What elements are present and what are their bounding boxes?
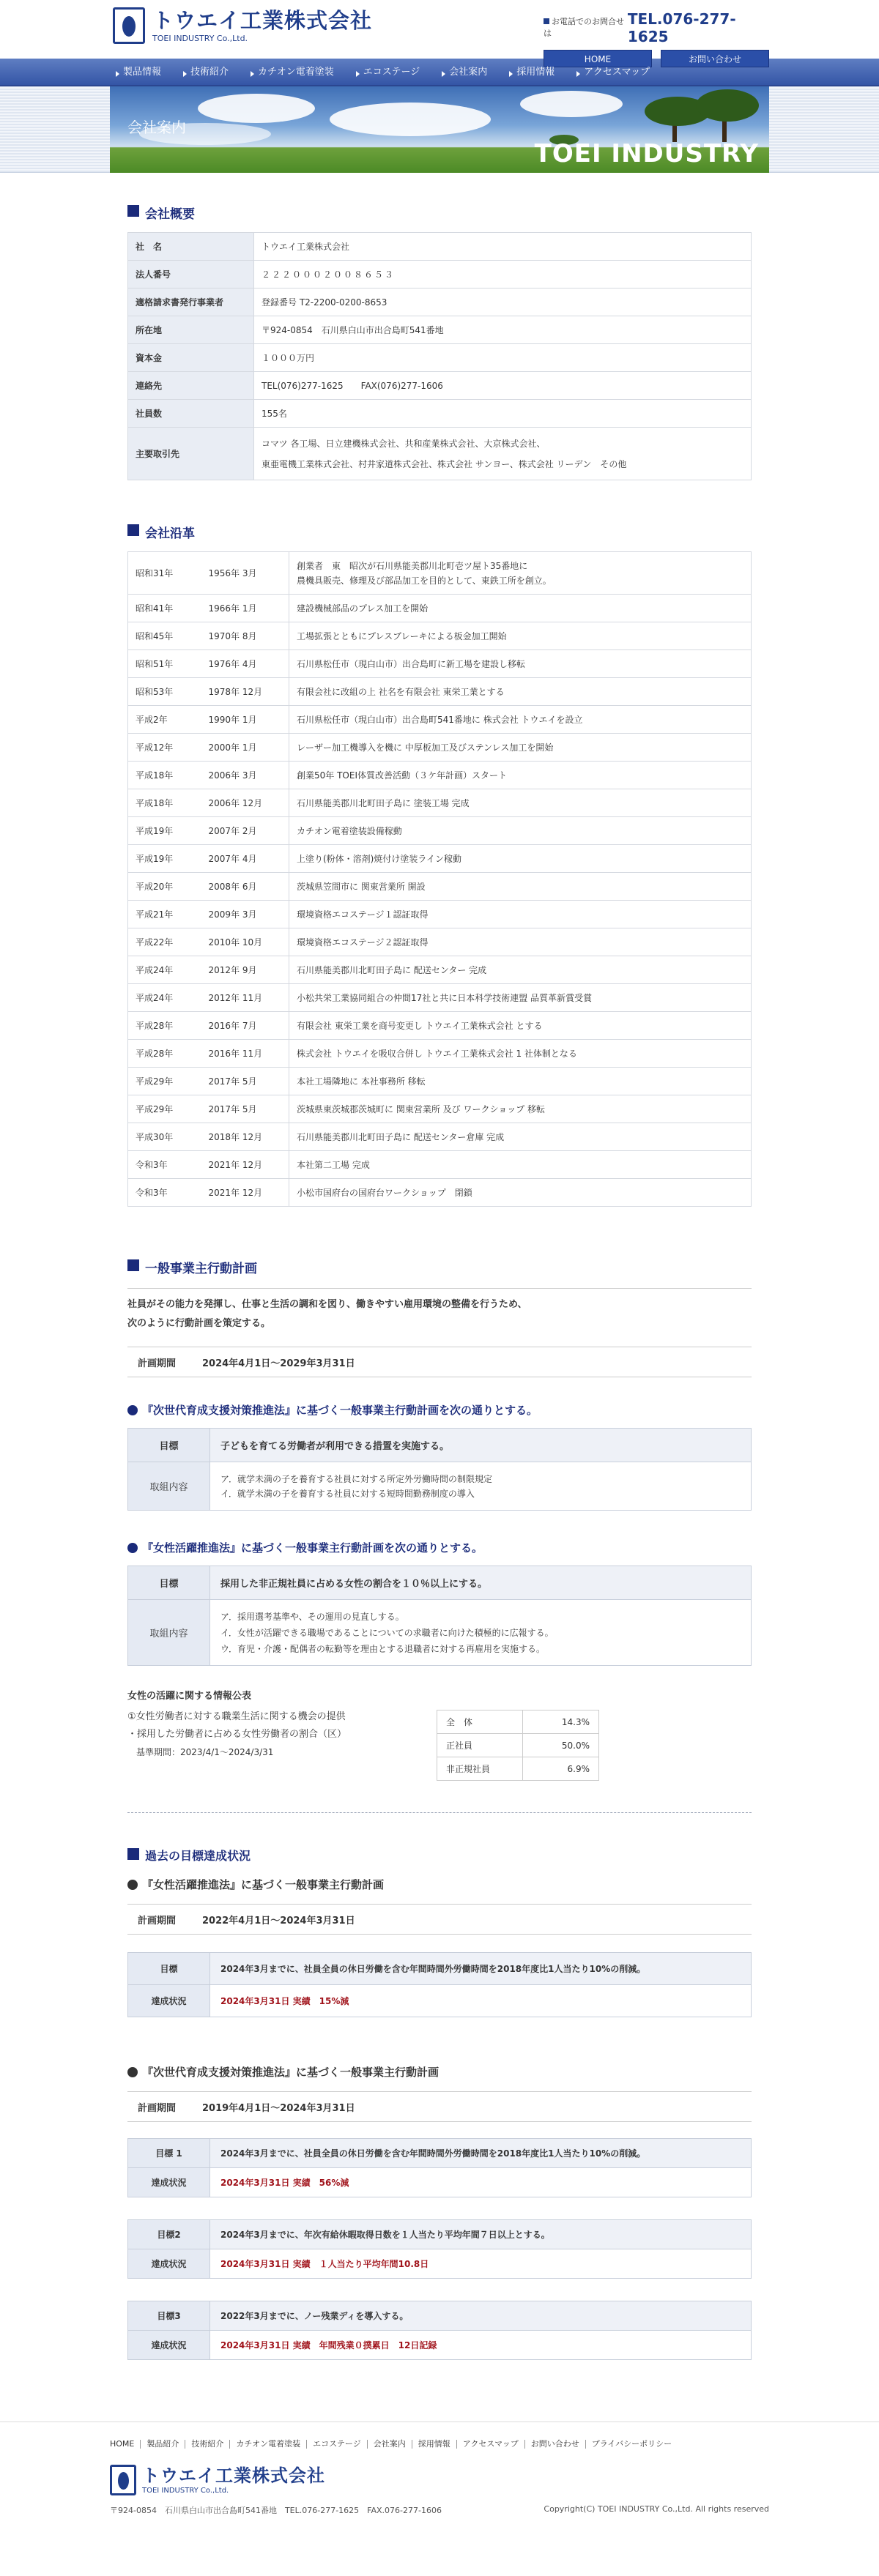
plan2-table [127,1566,752,1666]
history-era: 昭和51年 [128,650,201,678]
table-row [128,1123,752,1151]
history-year: 2017年 5月 [201,1095,289,1123]
history-event: 石川県松任市（現白山市）出合島町541番地に 株式会社 トウエイを設立 [289,706,752,734]
history-era: 昭和53年 [128,678,201,706]
footer-link[interactable]: 技術紹介 [185,2440,229,2449]
history-year: 2021年 12月 [201,1151,289,1179]
footer-logo[interactable] [110,2465,769,2495]
table-row [128,984,752,1012]
history-year: 2009年 3月 [201,901,289,928]
goal-label: 目標 [128,1953,210,1985]
main-content [110,173,769,2421]
history-era: 平成30年 [128,1123,201,1151]
ratio-value: 50.0% [522,1734,598,1757]
table-row [128,678,752,706]
history-event: 石川県能美郡川北町田子島に 塗装工場 完成 [289,789,752,817]
footer-company-name: トウエイ工業株式会社 [142,2465,325,2486]
period-value: 2022年4月1日〜2024年3月31日 [202,1915,355,1927]
table-row [128,316,752,344]
history-era: 平成20年 [128,873,201,901]
table-row [128,344,752,372]
past-heading: 過去の目標達成状況 [127,1847,769,1864]
past2-goal1-table [127,2138,752,2197]
history-era: 平成22年 [128,928,201,956]
history-year: 2012年 9月 [201,956,289,984]
women-info-line: ・採用した労働者に占める女性労働者の割合（区） [127,1729,347,1740]
content-label: 取組内容 [128,1600,210,1666]
intro-line: 社員がその能力を発揮し、仕事と生活の調和を図り、働きやすい雇用環境の整備を行うため、 [127,1299,527,1310]
ratio-value: 14.3% [522,1710,598,1734]
nav-item-ecostage[interactable]: エコステージ [350,59,436,86]
history-event: 茨城県東茨城郡茨城町に 関東営業所 及び ワークショップ 移転 [289,1095,752,1123]
history-event: 株式会社 トウエイを吸収合併し トウエイ工業株式会社 1 社体制となる [289,1040,752,1068]
history-event: カチオン電着塗装設備稼動 [289,817,752,845]
table-row [128,2168,752,2197]
row-value: TEL(076)277-1625 FAX(076)277-1606 [254,372,752,400]
table-row [128,928,752,956]
table-row [437,1757,599,1781]
row-label: 資本金 [128,344,254,372]
table-row [128,1040,752,1068]
footer-link[interactable]: 採用情報 [412,2440,456,2449]
content-label: 取組内容 [128,1462,210,1511]
action-plan-intro [127,1295,769,1333]
history-event: 有限会社 東栄工業を商号変更し トウエイ工業株式会社 とする [289,1012,752,1040]
row-label: 社員数 [128,400,254,428]
table-row [128,1985,752,2017]
intro-line: 次のように行動計画を策定する。 [127,1318,271,1329]
table-row [128,1068,752,1095]
women-info-line: ①女性労働者に対する職業生活に関する機会の提供 [127,1711,346,1722]
table-row [128,2301,752,2331]
history-year: 1976年 4月 [201,650,289,678]
history-event: 環境資格エコステージ１認証取得 [289,901,752,928]
history-year: 2000年 1月 [201,734,289,762]
goal-value: 2022年3月までに、ノー残業ディを導入する。 [210,2301,752,2331]
row-value: トウエイ工業株式会社 [254,233,752,261]
row-value: 〒924-0854 石川県白山市出合島町541番地 [254,316,752,344]
content-line: ア．就学未満の子を養育する社員に対する所定外労働時間の制限規定 [220,1473,493,1484]
table-row [128,622,752,650]
goal-label: 目標 1 [128,2139,210,2168]
table-row [128,873,752,901]
goal-label: 目標2 [128,2220,210,2249]
history-event [289,552,752,595]
tel-label: お電話でのお問合せは [544,15,628,39]
home-button[interactable]: HOME [544,50,652,67]
table-row [437,1710,599,1734]
table-row [128,595,752,622]
table-row [128,845,752,873]
table-row [128,901,752,928]
table-row [128,789,752,817]
history-event-line: 農機具販売、修理及び部品加工を目的として、東鉄工所を創立。 [297,575,552,586]
period-label: 計画期間 [138,1915,177,1927]
table-row [128,1566,752,1600]
status-label: 達成状況 [128,1985,210,2017]
goal-value: 子どもを育てる労働者が利用できる措置を実施する。 [210,1429,752,1462]
history-event: 工場拡張とともにプレスブレーキによる板金加工開始 [289,622,752,650]
past1-table [127,1952,752,2017]
content-value [210,1600,752,1666]
footer-company-en: TOEI INDUSTRY Co.,Ltd. [142,2486,229,2495]
history-year: 2016年 7月 [201,1012,289,1040]
content-line: イ．女性が活躍できる職場であることについての求職者に向けた積極的に広報する。 [220,1627,554,1638]
history-era: 平成19年 [128,817,201,845]
history-event: 茨城県笠間市に 関東営業所 開設 [289,873,752,901]
history-era: 平成28年 [128,1012,201,1040]
company-name-en: TOEI INDUSTRY Co.,Ltd. [152,33,248,43]
history-era: 平成24年 [128,984,201,1012]
history-year: 2007年 4月 [201,845,289,873]
table-row [128,1429,752,1462]
history-event-line: 創業者 東 昭次が石川県能美郡川北町壱ツ屋ト35番地に [297,560,528,571]
history-year: 1970年 8月 [201,622,289,650]
status-value: 2024年3月31日 実績 １人当たり平均年間10.8日 [210,2249,752,2279]
content-value [210,1462,752,1511]
history-year: 2006年 12月 [201,789,289,817]
history-heading: 会社沿革 [127,523,769,541]
history-era: 平成12年 [128,734,201,762]
history-event: 本社工場隣地に 本社事務所 移転 [289,1068,752,1095]
table-row [128,428,752,480]
women-info [127,1688,769,1776]
row-value: 登録番号 T2-2200-0200-8653 [254,289,752,316]
history-year: 2018年 12月 [201,1123,289,1151]
content-line: ア．採用選考基準や、その運用の見直しする。 [220,1611,404,1622]
past2-goal3-table [127,2301,752,2360]
past2-title: 『次世代育成支援対策推進法』に基づく一般事業主行動計画 [127,2064,769,2080]
table-row [128,734,752,762]
history-era: 平成18年 [128,762,201,789]
past1-title: 『女性活躍推進法』に基づく一般事業主行動計画 [127,1877,769,1892]
history-event: 小松市国府台の国府台ワークショップ 閉鎖 [289,1179,752,1207]
past1-period [127,1904,752,1935]
table-row [128,1600,752,1666]
status-label: 達成状況 [128,2249,210,2279]
ratio-label: 正社員 [437,1734,523,1757]
footer-link[interactable]: 製品紹介 [140,2440,185,2449]
history-table [127,551,752,1207]
table-row [128,261,752,289]
table-row [128,1179,752,1207]
row-label: 法人番号 [128,261,254,289]
row-label: 適格請求書発行事業者 [128,289,254,316]
period-value: 2024年4月1日〜2029年3月31日 [202,1358,355,1369]
history-era: 平成28年 [128,1040,201,1068]
footer-link[interactable]: お問い合わせ [524,2440,585,2449]
table-row [128,1012,752,1040]
banner-title: 会社案内 [127,119,186,136]
status-value: 2024年3月31日 実績 年間残業０撲累日 12日記録 [210,2331,752,2360]
banner-band [0,86,879,173]
history-era: 平成21年 [128,901,201,928]
history-era: 昭和31年 [128,552,201,595]
history-era: 平成24年 [128,956,201,984]
history-year: 1966年 1月 [201,595,289,622]
history-year: 2010年 10月 [201,928,289,956]
content-line: イ．就学未満の子を養育する社員に対する短時間勤務制度の導入 [220,1488,475,1499]
contact-button[interactable]: お問い合わせ [661,50,769,67]
nav-item-access[interactable]: アクセスマップ [571,59,666,86]
banner-en-title: TOEI INDUSTRY [534,139,759,168]
past2-goal2-table [127,2219,752,2279]
period-label: 計画期間 [138,1358,177,1369]
goal-label: 目標 [128,1429,210,1462]
history-event: 有限会社に改組の上 社名を有限会社 東栄工業とする [289,678,752,706]
women-ratio-table [437,1710,599,1781]
period-value: 2019年4月1日〜2024年3月31日 [202,2102,355,2114]
history-year: 1990年 1月 [201,706,289,734]
table-row [128,2331,752,2360]
nav-item-recruit[interactable]: 採用情報 [503,59,571,86]
table-row [128,1462,752,1511]
footer-link[interactable]: アクセスマップ [456,2440,524,2449]
table-row [128,289,752,316]
clients-line: コマツ 各工場、日立建機株式会社、共和産業株式会社、大京株式会社、 [262,438,546,449]
period-label: 計画期間 [138,2102,177,2114]
goal-value: 2024年3月までに、社員全員の休日労働を含む年間時間外労働時間を2018年度比1人当たり10%の削減。 [210,2139,752,2168]
history-year: 2012年 11月 [201,984,289,1012]
nav-item-technology[interactable]: 技術紹介 [177,59,245,86]
row-label: 社 名 [128,233,254,261]
history-event: 石川県能美郡川北町田子島に 配送センター 完成 [289,956,752,984]
table-row [128,956,752,984]
nav-item-products[interactable]: 製品情報 [110,59,177,86]
goal-label: 目標3 [128,2301,210,2331]
history-event: 建設機械部品のプレス加工を開始 [289,595,752,622]
overview-heading: 会社概要 [127,204,769,222]
footer-address: 〒924-0854 石川県白山市出合島町541番地 TEL.076-277-1625 FAX.076-277-1606 [110,2506,442,2515]
table-row [128,1095,752,1123]
footer-links [110,2440,769,2449]
history-year: 2017年 5月 [201,1068,289,1095]
history-year: 2006年 3月 [201,762,289,789]
goal-value: 2024年3月までに、年次有給休暇取得日数を１人当たり平均年間７日以上とする。 [210,2220,752,2249]
logo-icon [110,2465,136,2495]
table-row [128,817,752,845]
history-event: レーザー加工機導入を機に 中厚板加工及びステンレス加工を開始 [289,734,752,762]
history-event: 小松共栄工業協同組合の仲間17社と共に日本科学技術連盟 品質革新賞受賞 [289,984,752,1012]
table-row [437,1734,599,1757]
row-value: ２２２０００２００８６５３ [254,261,752,289]
site-logo[interactable] [113,7,372,44]
action-plan-heading: 一般事業主行動計画 [127,1258,769,1276]
history-era: 平成19年 [128,845,201,873]
table-row [128,400,752,428]
goal-value: 採用した非正規社員に占める女性の割合を１０％以上にする。 [210,1566,752,1600]
footer-link[interactable]: プライバシーポリシー [585,2440,678,2449]
company-name: トウエイ工業株式会社 [152,7,373,33]
table-row [128,2220,752,2249]
logo-icon [113,7,145,44]
history-year: 1956年 3月 [201,552,289,595]
nav-item-cation-coating[interactable]: カチオン電着塗装 [245,59,350,86]
footer-link[interactable]: HOME [110,2439,135,2449]
past2-period [127,2091,752,2122]
history-event: 創業50年 TOEI体質改善活動（３ケ年計画）スタート [289,762,752,789]
plan1-title: 『次世代育成支援対策推進法』に基づく一般事業主行動計画を次の通りとする。 [127,1402,769,1418]
status-label: 達成状況 [128,2168,210,2197]
tel-number[interactable]: TEL.076-277-1625 [627,10,736,45]
ratio-label: 全 体 [437,1710,523,1734]
women-info-line: 基準期間：2023/4/1〜2024/3/31 [136,1747,274,1757]
history-year: 2007年 2月 [201,817,289,845]
table-row [128,1953,752,1985]
row-label: 主要取引先 [128,428,254,480]
table-row [128,2139,752,2168]
history-year: 2008年 6月 [201,873,289,901]
row-value [254,428,752,480]
footer-copyright: Copyright(C) TOEI INDUSTRY Co.,Ltd. All rights reserved [544,2504,769,2514]
history-era: 平成29年 [128,1095,201,1123]
history-era: 平成18年 [128,789,201,817]
footer-link[interactable]: カチオン電着塗装 [229,2440,306,2449]
page-banner [110,86,769,173]
history-era: 昭和41年 [128,595,201,622]
footer-link[interactable]: エコステージ [306,2440,367,2449]
row-label: 所在地 [128,316,254,344]
table-row [128,372,752,400]
overview-table [127,232,752,480]
nav-item-company[interactable]: 会社案内 [436,59,503,86]
history-era: 令和3年 [128,1179,201,1207]
history-event: 石川県能美郡川北町田子島に 配送センター倉庫 完成 [289,1123,752,1151]
table-row [128,2249,752,2279]
site-header [110,0,769,64]
status-value: 2024年3月31日 実績 56%減 [210,2168,752,2197]
plan2-title: 『女性活躍推進法』に基づく一般事業主行動計画を次の通りとする。 [127,1540,769,1555]
history-year: 2016年 11月 [201,1040,289,1068]
clients-line: 東亜電機工業株式会社、村井家道株式会社、株式会社 サンヨー、株式会社 リーデン その他 [262,458,627,469]
row-label: 連絡先 [128,372,254,400]
table-row [128,552,752,595]
history-event: 環境資格エコステージ２認証取得 [289,928,752,956]
history-era: 平成2年 [128,706,201,734]
ratio-label: 非正規社員 [437,1757,523,1781]
row-value: 155名 [254,400,752,428]
site-footer [0,2421,879,2532]
history-year: 2021年 12月 [201,1179,289,1207]
plan-period [127,1347,752,1377]
global-nav [0,59,879,86]
women-info-title: 女性の活躍に関する情報公表 [127,1691,252,1702]
history-event: 石川県松任市（現白山市）出合島町に新工場を建設し移転 [289,650,752,678]
history-era: 昭和45年 [128,622,201,650]
status-label: 達成状況 [128,2331,210,2360]
footer-link[interactable]: 会社案内 [367,2440,412,2449]
table-row [128,233,752,261]
table-row [128,650,752,678]
history-event: 上塗り(粉体・溶剤)焼付け塗装ライン稼動 [289,845,752,873]
ratio-value: 6.9% [522,1757,598,1781]
goal-value: 2024年3月までに、社員全員の休日労働を含む年間時間外労働時間を2018年度比1人当たり10%の削減。 [210,1953,752,1985]
history-era: 令和3年 [128,1151,201,1179]
history-year: 1978年 12月 [201,678,289,706]
table-row [128,706,752,734]
table-row [128,762,752,789]
content-line: ウ．育児・介護・配偶者の転勤等を理由とする退職者に対する再雇用を実施する。 [220,1643,546,1654]
row-value: １０００万円 [254,344,752,372]
goal-label: 目標 [128,1566,210,1600]
history-event: 本社第二工場 完成 [289,1151,752,1179]
history-era: 平成29年 [128,1068,201,1095]
table-row [128,1151,752,1179]
plan1-table [127,1428,752,1511]
status-value: 2024年3月31日 実績 15%減 [210,1985,752,2017]
